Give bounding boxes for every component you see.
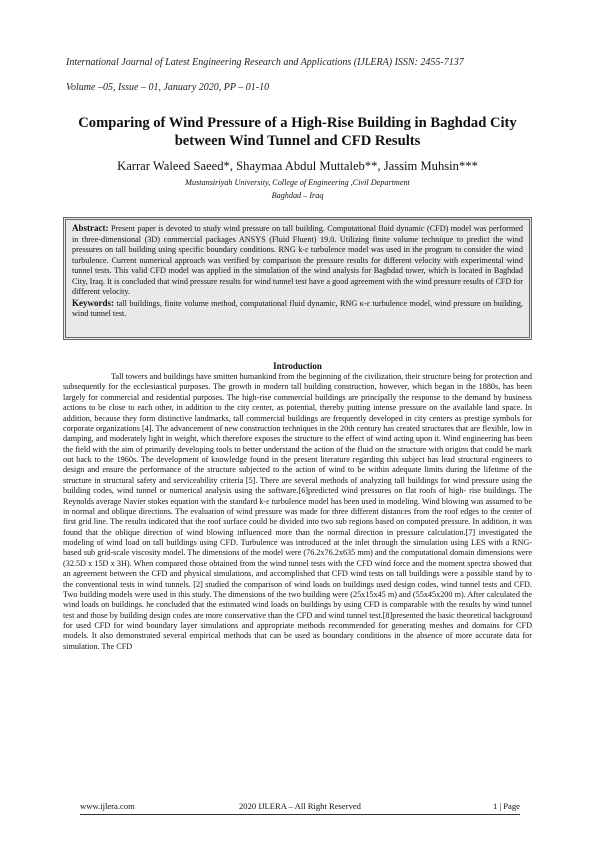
footer-website: www.ijlera.com (80, 801, 135, 811)
keywords-label: Keywords: (72, 297, 114, 308)
abstract-paragraph (72, 223, 523, 298)
abstract-box (63, 217, 532, 340)
abstract-label: Abstract: (72, 223, 109, 233)
page-footer (80, 801, 520, 813)
affiliation-line-2: Baghdad – Iraq (271, 191, 324, 200)
keywords-text: tall buildings, finite volume method, computational fluid dynamic, RNG κ-ε turbulence model, wind pressure on building, wind tunnel test. (72, 298, 523, 318)
introduction-heading: Introduction (273, 361, 322, 371)
running-header-volume: Volume –05, Issue – 01, January 2020, PP – 01-10 (66, 82, 270, 93)
author-list: Karrar Waleed Saeed*, Shaymaa Abdul Muttaleb**, Jassim Muhsin*** (117, 159, 478, 173)
abstract-text: Present paper is devoted to study wind pressure on tall building. Computational fluid dynamic (CFD) model was performed in three-dimensional (3D) commercial packages ANSYS (Fluid Fluent) 19.0. Utilizing finite volume technique to predict the wind pressures on tall building using specific boundary conditions. RNG k-ε turbulence model was used in the program to consider the wind turbulence. Current numerical approach was verified by comparison the pressure results for different velocity with experimental wind tunnel tests. This valid CFD model was applied in the simulation of the wind analysis for Baghdad tower, which is located in Baghdad City, Iraq. It is concluded that wind pressure results for wind tunnel test have a good agreement with the wind pressure results of CFD for different velocity. (72, 224, 523, 296)
running-header-journal: International Journal of Latest Engineering Research and Applications (IJLERA) ISSN: 2455-7137 (66, 57, 464, 68)
footer-rule (80, 814, 520, 815)
paper-title: Comparing of Wind Pressure of a High-Rise Building in Baghdad City between Wind Tunnel and CFD Results (78, 115, 517, 149)
footer-page-number: 1 | Page (492, 801, 520, 811)
footer-copyright: 2020 IJLERA – All Right Reserved (239, 801, 361, 811)
introduction-body: Tall towers and buildings have smitten humankind from the beginning of the civilization, their structure being for protection and subsequently for the ecclesiastical purposes. The growth in modern tall building construction, however, which began in the 1880s, has been largely for commercial and residential purposes. The high-rise commercial buildings are principally the response to the demand by business actions to be close to each other, in addition to the city center, as potential, thereby putting intense pressure on the available land space. In addition, because they form distinctive landmarks, tall commercial buildings are frequently developed in city centers as prestige symbols for corporate organizations [4]. The advancement of new construction techniques in the 20th century has created structures that are flexible, low in damping, and moderately light in weight, which therefore exposes the structure to the effect of wind acting upon it. Wind engineering has been the field with the aim of primarily developing tools to better understand the action of the fluid on the structure with origins that could be mark out back to the 1960s. The development of knowledge found in the present literature regarding this subject has lead structural engineers to design and ensure the performance of the structure subjected to the action of wind to be within adequate limits during the lifetime of the structure in structural safety and serviceability criteria [5]. There are several methods of analyzing tall buildings for wind pressure using the building codes, wind tunnel or numerical analysis using the software.[6]predicted wind pressures on flat roofs of high- rise buildings. The Reynolds average Navier stokes equation with the standard k-ε turbulence model has been used in modeling. Wind blowing was assumed to be in normal and oblique directions. The evaluation of wind pressure was made for three different distances from the roof edges to the center of first grid line. The results indicated that the roof surface could be divided into two sub regions based on computed pressure. In addition, it was found that the oblique direction of wind blowing influenced more than the normal direction in pressure calculation.[7] investigated the modeling of wind load on tall buildings using CFD. Turbulence was introduced at the inlet through the simulation using LES with a RNG-based sub grid-scale viscosity model. The dimensions of the model were (76.2x76.2x635 mm) and the computational domain dimensions were (32.5D x 15D x 3H). When compared those obtained from the wind tunnel tests with the CFD wind force and the moment spectra showed that an agreement between the CFD and physical simulations, and accomplished that CFD wind tests on tall buildings were a possible stand by to the conventional tests in wind tunnels. [2] studied the comparison of wind loads on buildings used design codes, wind tunnel tests and CFD. Two building models were used in this study. The dimensions of the two building were (25x15x45 m) and (55x45x200 m). After calculated the wind loads on buildings. he concluded that the estimated wind loads on buildings by using CFD is comparable with the results by wind tunnel test and those by building design codes are more conservative than the CFD and wind tunnel test.[8]presented the basic theoretical background for used CFD for wind boundary layer simulations and appropriate methods recommended for generating meshes and domains for CFD models. It also demonstrated several empirical methods that can be used as boundary conditions in the absence of more accurate data for simulation. The CFD (63, 372, 532, 651)
affiliation-line-1: Mustansiriyah University, College of Engineering ,Civil Department (185, 178, 410, 187)
keywords-paragraph (72, 298, 523, 320)
